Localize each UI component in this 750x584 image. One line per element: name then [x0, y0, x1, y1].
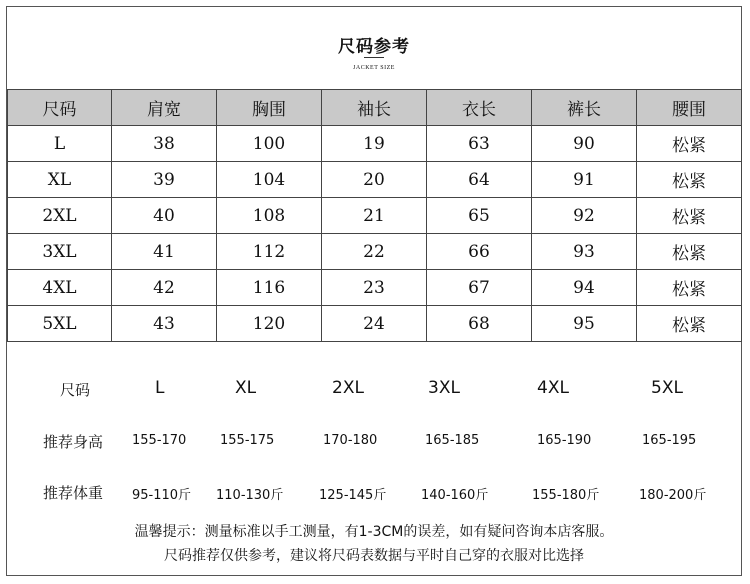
table-cell: 66: [427, 234, 532, 270]
table-cell: 42: [112, 270, 217, 306]
table-cell: 95: [532, 306, 637, 342]
size-table: [7, 89, 742, 342]
table-cell: 松紧: [637, 270, 742, 306]
table-cell: 2XL: [8, 198, 112, 234]
table-cell: 108: [217, 198, 322, 234]
rec-height: 155-170: [132, 433, 187, 448]
recommendation-section: [7, 346, 741, 576]
rec-weight: 155-180斤: [532, 488, 600, 503]
chart-subtitle: JACKET SIZE: [353, 65, 395, 71]
table-cell: 21: [322, 198, 427, 234]
table-cell: 92: [532, 198, 637, 234]
rec-height: 165-195: [642, 433, 697, 448]
table-cell: 19: [322, 126, 427, 162]
table-cell: 松紧: [637, 162, 742, 198]
table-cell: 104: [217, 162, 322, 198]
table-row: [8, 270, 742, 306]
table-cell: L: [8, 126, 112, 162]
table-cell: 4XL: [8, 270, 112, 306]
rec-size: 2XL: [332, 378, 364, 398]
table-cell: 65: [427, 198, 532, 234]
table-row: [8, 234, 742, 270]
table-cell: 22: [322, 234, 427, 270]
rec-weight: 110-130斤: [216, 488, 284, 503]
chart-title: 尺码参考: [338, 37, 410, 57]
table-cell: 24: [322, 306, 427, 342]
table-cell: 松紧: [637, 126, 742, 162]
table-cell: 120: [217, 306, 322, 342]
rec-height: 155-175: [220, 433, 275, 448]
table-cell: 43: [112, 306, 217, 342]
note-measurement: 温馨提示：测量标准以手工测量，有1-3CM的误差，如有疑问咨询本店客服。: [134, 524, 614, 540]
rec-height: 165-185: [425, 433, 480, 448]
table-cell: 23: [322, 270, 427, 306]
rec-size: L: [155, 378, 165, 398]
table-cell: 41: [112, 234, 217, 270]
table-cell: 39: [112, 162, 217, 198]
table-cell: 松紧: [637, 306, 742, 342]
header-chest: 胸围: [217, 90, 322, 126]
rec-height: 165-190: [537, 433, 592, 448]
table-row: [8, 162, 742, 198]
table-cell: XL: [8, 162, 112, 198]
table-cell: 100: [217, 126, 322, 162]
header-length: 衣长: [427, 90, 532, 126]
note-recommendation: 尺码推荐仅供参考，建议将尺码表数据与平时自己穿的衣服对比选择: [164, 548, 584, 564]
rec-weight: 140-160斤: [421, 488, 489, 503]
rec-size: 3XL: [428, 378, 460, 398]
table-row: [8, 126, 742, 162]
table-cell: 91: [532, 162, 637, 198]
rec-size: 5XL: [651, 378, 683, 398]
table-cell: 68: [427, 306, 532, 342]
title-divider: [364, 57, 384, 58]
table-cell: 94: [532, 270, 637, 306]
table-header-row: [8, 90, 742, 126]
table-cell: 67: [427, 270, 532, 306]
height-label: 推荐身高: [43, 433, 104, 451]
header-waist: 腰围: [637, 90, 742, 126]
rec-size: XL: [235, 378, 257, 398]
title-area: [7, 7, 741, 89]
rec-weight: 125-145斤: [319, 488, 387, 503]
weight-label: 推荐体重: [43, 484, 104, 502]
size-label: 尺码: [60, 381, 91, 399]
table-cell: 64: [427, 162, 532, 198]
rec-weight: 180-200斤: [639, 488, 707, 503]
table-cell: 3XL: [8, 234, 112, 270]
table-cell: 松紧: [637, 198, 742, 234]
header-shoulder: 肩宽: [112, 90, 217, 126]
table-cell: 90: [532, 126, 637, 162]
rec-size: 4XL: [537, 378, 569, 398]
table-row: [8, 306, 742, 342]
rec-weight: 95-110斤: [132, 488, 192, 503]
table-cell: 20: [322, 162, 427, 198]
table-cell: 112: [217, 234, 322, 270]
table-cell: 38: [112, 126, 217, 162]
header-sleeve: 袖长: [322, 90, 427, 126]
table-cell: 松紧: [637, 234, 742, 270]
table-cell: 93: [532, 234, 637, 270]
table-cell: 63: [427, 126, 532, 162]
table-row: [8, 198, 742, 234]
table-cell: 40: [112, 198, 217, 234]
table-cell: 5XL: [8, 306, 112, 342]
header-pants-length: 裤长: [532, 90, 637, 126]
rec-height: 170-180: [323, 433, 378, 448]
header-size: 尺码: [8, 90, 112, 126]
table-cell: 116: [217, 270, 322, 306]
size-chart: [6, 6, 742, 576]
